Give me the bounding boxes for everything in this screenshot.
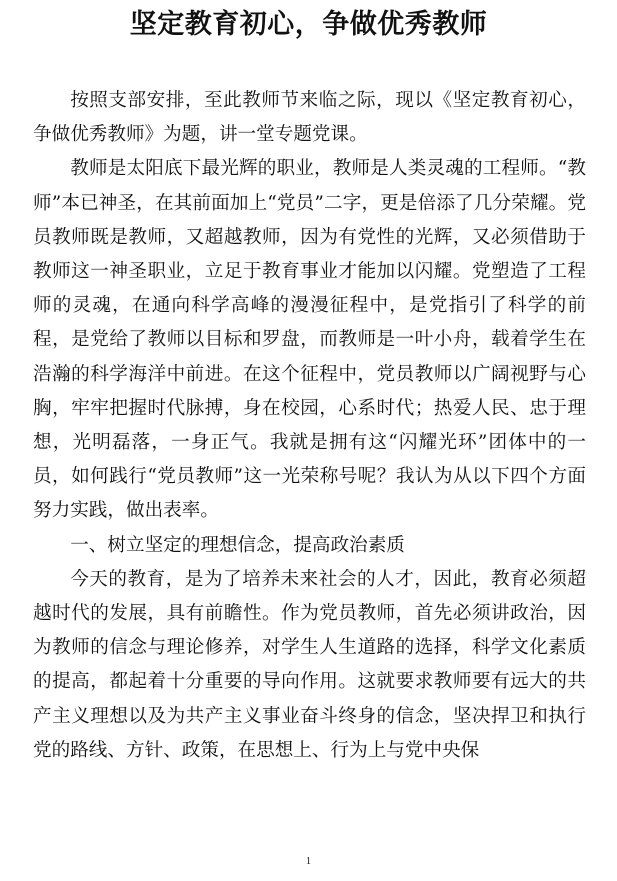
section-heading-one: 一、树立坚定的理想信念，提高政治素质 bbox=[70, 534, 405, 556]
paragraph-intro: 按照支部安排，至此教师节来临之际，现以《坚定教育初心，争做优秀教师》为题，讲一堂专题党课。 bbox=[33, 90, 586, 146]
paragraph-education-today: 今天的教育，是为了培养未来社会的人才，因此，教育必须超越时代的发展，具有前瞻性。作为党员教师，首先必须讲政治，因为教师的信念与理论修养，对学生人生道路的选择，科学文化素质的提高，都起着十分重要的导向作用。这就要求教师要有远大的共产主义理想以及为共产主义事业奋斗终身的信念，坚决捍卫和执行党的路线、方针、政策，在思想上、行为上与党中央保 bbox=[33, 568, 586, 761]
page-number: 1 bbox=[306, 856, 311, 867]
paragraph-teacher-glory: 教师是太阳底下最光辉的职业，教师是人类灵魂的工程师。“教师”本已神圣，在其前面加上“党员”二字，更是倍添了几分荣耀。党员教师既是教师，又超越教师，因为有党性的光辉，又必须借助于教师这一神圣职业，立足于教育事业才能加以闪耀。党塑造了工程师的灵魂，在通向科学高峰的漫漫征程中，是党指引了科学的前程，是党给了教师以目标和罗盘，而教师是一叶小舟，载着学生在浩瀚的科学海洋中前进。在这个征程中，党员教师以广阔视野与心胸，牢牢把握时代脉搏，身在校园，心系时代；热爱人民、忠于理想，光明磊落，一身正气。我就是拥有这“闪耀光环”团体中的一员，如何践行“党员教师”这一光荣称号呢？我认为从以下四个方面努力实践，做出表率。 bbox=[33, 158, 586, 522]
document-body bbox=[33, 84, 586, 768]
document-title: 坚定教育初心，争做优秀教师 bbox=[129, 9, 488, 40]
